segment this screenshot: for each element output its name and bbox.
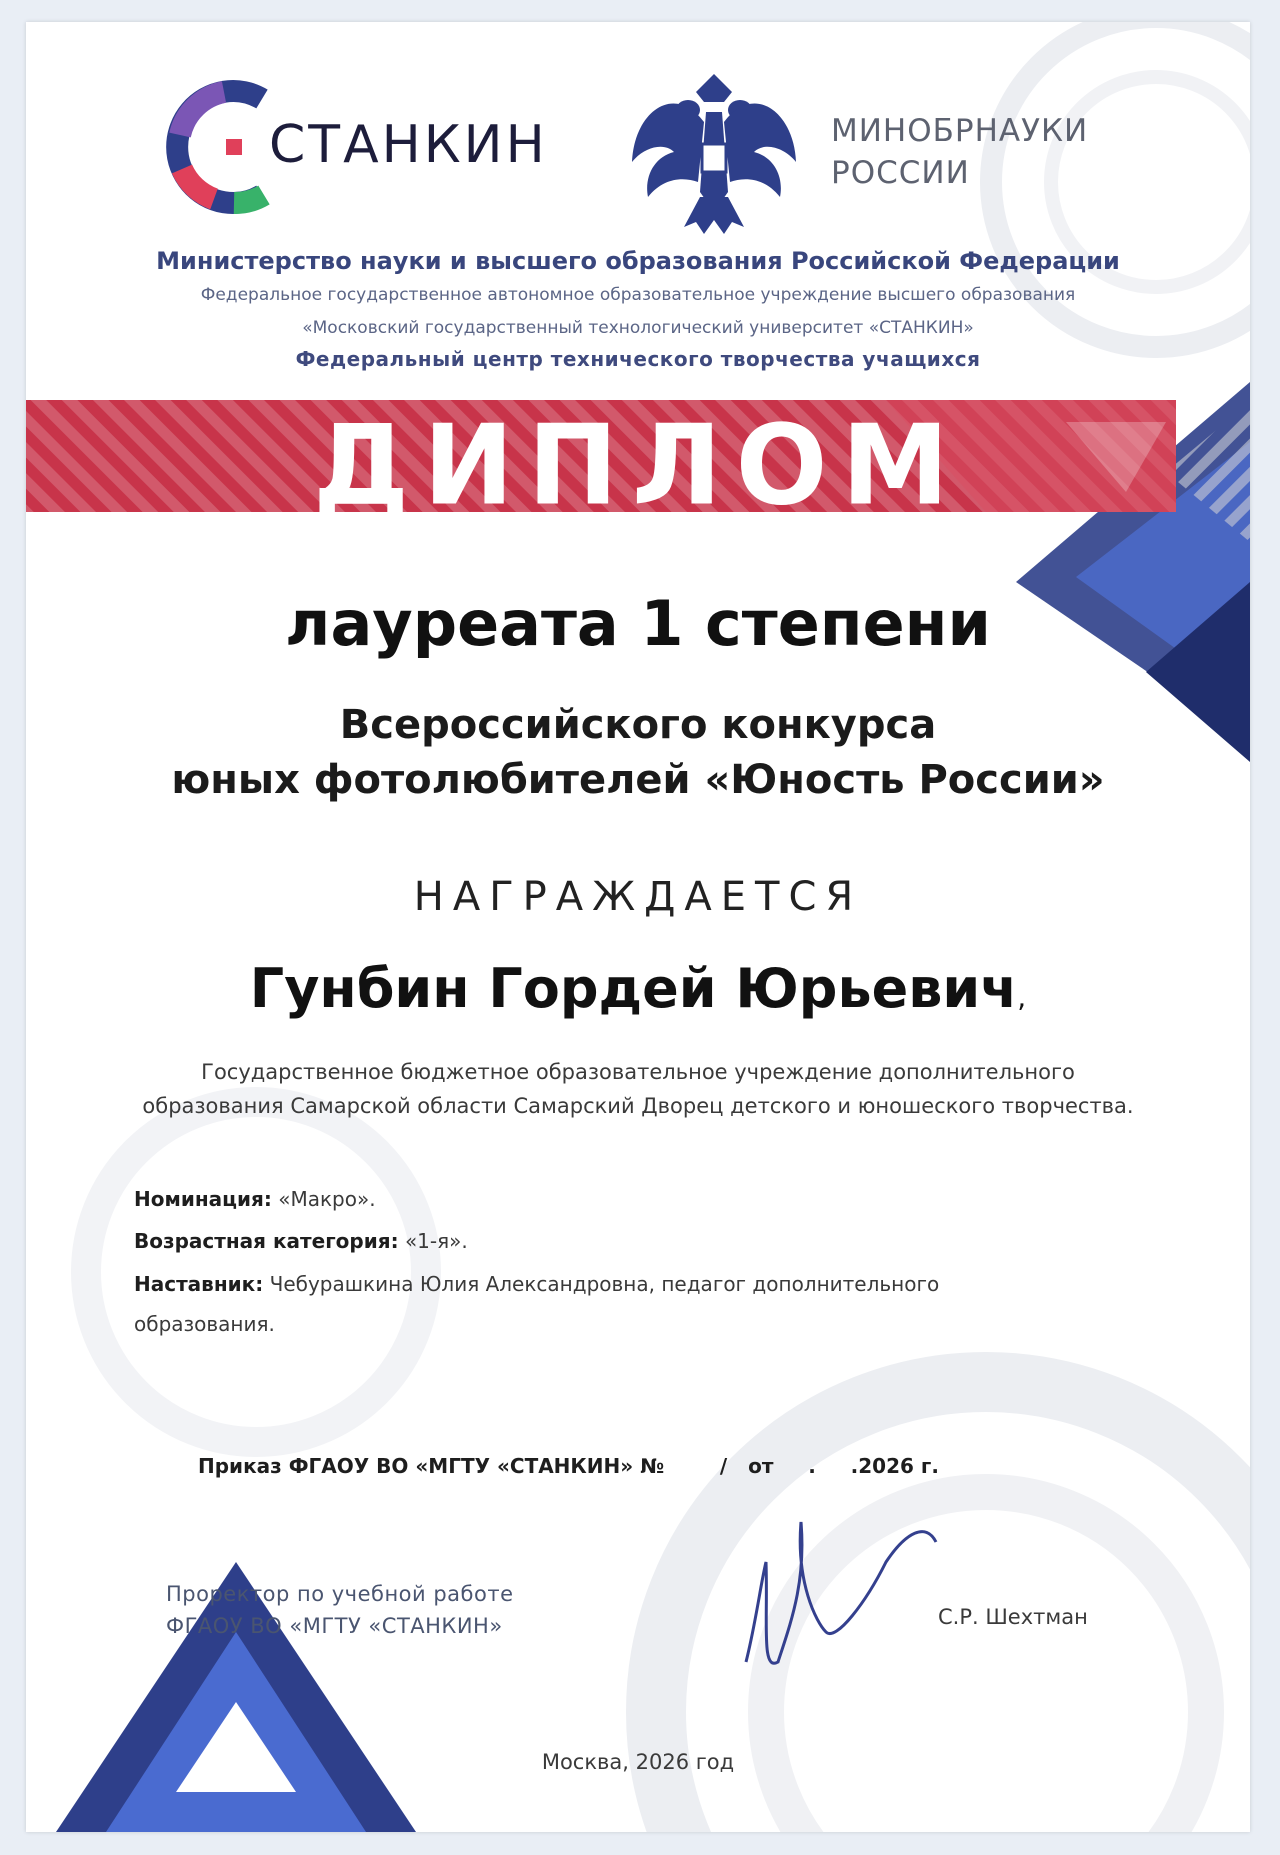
mentor-row — [134, 1272, 939, 1296]
signer-position-line1: Проректор по учебной работе — [166, 1582, 514, 1606]
diploma-page — [26, 22, 1250, 1832]
age-category-row — [134, 1229, 468, 1253]
recipient-name-text: Гунбин Гордей Юрьевич — [249, 957, 1018, 1020]
recipient-name — [26, 957, 1250, 1020]
contest-line-1: Всероссийского конкурса — [339, 702, 937, 748]
org-line-4: Федеральный центр технического творчества учащихся — [295, 347, 981, 371]
institution-line-1: Государственное бюджетное образовательное учреждение дополнительного — [201, 1060, 1075, 1084]
org-line-2: Федеральное государственное автономное образовательное учреждение высшего образования — [200, 285, 1076, 305]
recipient-comma: , — [1017, 981, 1027, 1014]
nomination-row — [134, 1187, 376, 1211]
mentor-label: Наставник: — [134, 1272, 264, 1296]
logo-text: СТАНКИН — [269, 115, 548, 175]
nomination-value: «Макро». — [278, 1187, 376, 1211]
institution-line-2: образования Самарской области Самарский Дворец детского и юношеского творчества. — [142, 1094, 1134, 1118]
ministry-short-line2: РОССИИ — [831, 155, 970, 191]
nomination-label: Номинация: — [134, 1187, 272, 1211]
signer-name: С.Р. Шехтман — [938, 1605, 1088, 1629]
age-category-label: Возрастная категория: — [134, 1229, 399, 1253]
mentor-value-line2: образования. — [134, 1312, 275, 1336]
diploma-title: ДИПЛОМ — [313, 402, 963, 531]
stankin-logo-icon — [177, 91, 264, 203]
coat-of-arms-icon — [632, 74, 796, 234]
ministry-short-name — [831, 110, 1088, 194]
mentor-value-line1: Чебурашкина Юлия Александровна, педагог дополнительного — [269, 1272, 940, 1296]
signer-position-line2: ФГАОУ ВО «МГТУ «СТАНКИН» — [166, 1614, 503, 1638]
contest-line-2: юных фотолюбителей «Юность России» — [171, 757, 1105, 803]
city-year: Москва, 2026 год — [541, 1750, 735, 1774]
diploma-degree: лауреата 1 степени — [285, 587, 991, 660]
order-line: Приказ ФГАОУ ВО «МГТУ «СТАНКИН» № / от . .2026 г. — [198, 1454, 939, 1478]
ministry-short-line1: МИНОБРНАУКИ — [831, 113, 1089, 149]
age-category-value: «1-я». — [404, 1229, 468, 1253]
org-line-1: Министерство науки и высшего образования Российской Федерации — [156, 247, 1120, 275]
org-line-3: «Московский государственный технологический университет «СТАНКИН» — [302, 318, 974, 338]
awarded-label: НАГРАЖДАЕТСЯ — [413, 874, 863, 920]
